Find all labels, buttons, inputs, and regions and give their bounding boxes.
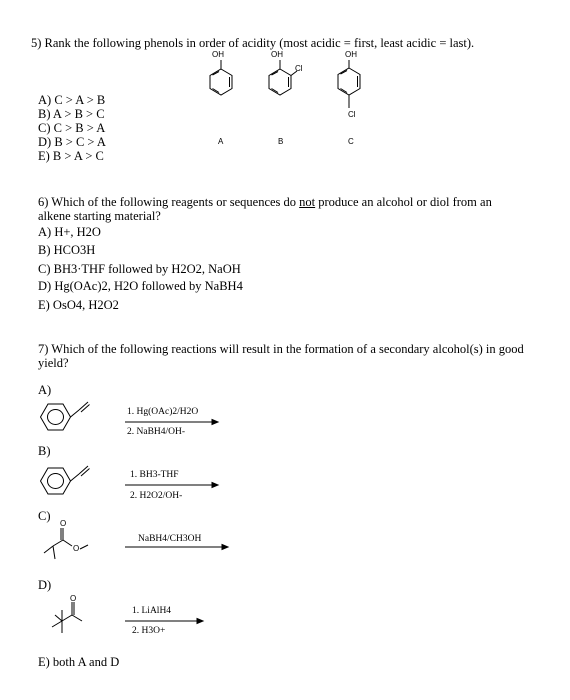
q7-option-b-label: B) [38,444,51,458]
q7-option-d-label: D) [38,578,52,592]
q5-question: 5) Rank the following phenols in order of acidity (most acidic = first, least acidic = last). [31,36,475,50]
q7-option-b-step1: 1. BH3-THF [130,470,179,480]
q6-choice-a: A) H+, H2O [38,225,101,239]
q7d-carbonyl-oxygen: O [70,594,77,603]
phenol-b-structure [269,60,297,95]
q7-option-b-step2: 2. H2O2/OH- [130,491,183,501]
q5-choice-b: B) A > B > C [38,107,105,121]
phenol-c-label: C [348,137,354,146]
q7-option-a-step1: 1. Hg(OAc)2/H2O [127,407,199,417]
q7-option-d-step2: 2. H3O+ [132,626,166,636]
phenol-c-structure [338,60,360,108]
phenol-c-oh-label: OH [345,50,357,59]
q6-question-line1 [38,195,492,210]
phenol-b-cl-label: Cl [295,64,303,73]
q5-choice-c: C) C > B > A [38,121,106,135]
q7b-alkene-structure [41,466,90,494]
q7-choice-e: E) both A and D [38,655,120,669]
phenol-b-oh-label: OH [271,50,283,59]
q7-option-c-label: C) [38,509,51,523]
q6-choice-b: B) HCO3H [38,243,96,257]
q7d-ketone-structure [52,602,82,633]
q7-option-a-label: A) [38,383,52,397]
q5-choice-e: E) B > A > C [38,149,104,163]
phenol-a-structure [210,60,232,95]
q6-choice-c: C) BH3·THF followed by H2O2, NaOH [38,262,241,276]
phenol-a-oh-label: OH [212,50,224,59]
q6-question-line2: alkene starting material? [38,209,161,223]
phenol-b-label: B [278,137,284,146]
q6-choice-d: D) Hg(OAc)2, H2O followed by NaBH4 [38,279,243,293]
q6-question-post: produce an alcohol or diol from an [315,195,492,209]
q7a-alkene-structure [41,402,90,430]
phenol-a-label: A [218,137,224,146]
phenol-c-cl-label: Cl [348,110,356,119]
q7-question-line2: yield? [38,356,69,370]
q7c-ester-oxygen: O [73,544,80,553]
q6-choice-e: E) OsO4, H2O2 [38,298,119,312]
q7c-carbonyl-oxygen: O [60,519,67,528]
q7-question-line1: 7) Which of the following reactions will result in the formation of a secondary alcohol(s) in good [38,342,524,356]
q7-option-d-step1: 1. LiAlH4 [132,606,172,616]
q5-choice-a: A) C > A > B [38,93,106,107]
q6-question-pre: 6) Which of the following reagents or sequences do [38,195,300,209]
q7c-ester-structure [44,528,88,559]
q6-question-not: not [299,195,316,209]
q5-choice-d: D) B > C > A [38,135,106,149]
q7-option-c-step1: NaBH4/CH3OH [138,534,202,544]
q7-option-a-step2: 2. NaBH4/OH- [127,427,186,437]
